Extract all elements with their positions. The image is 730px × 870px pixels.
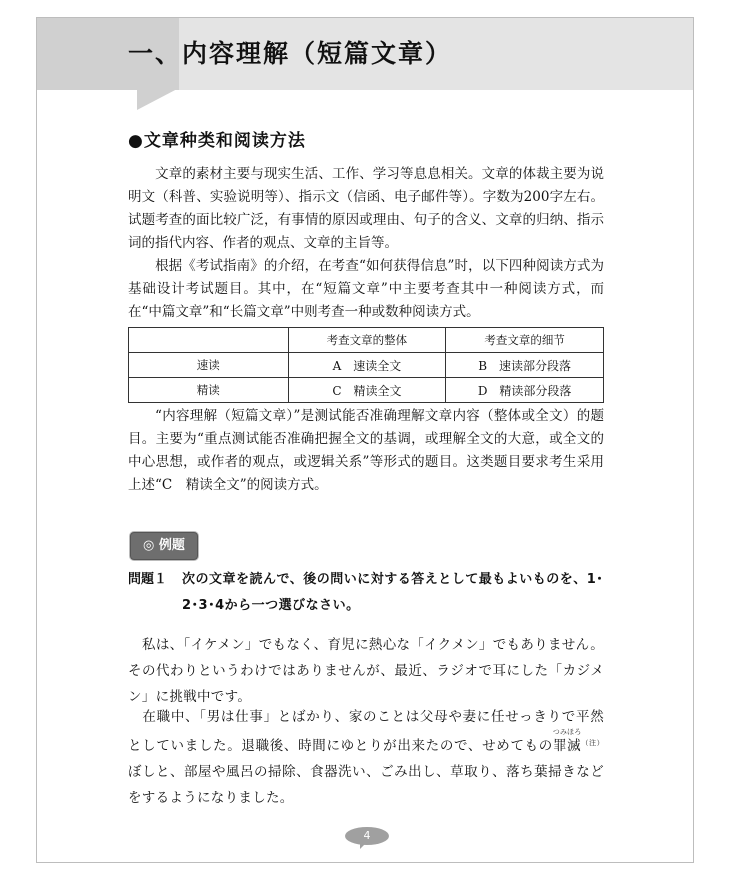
paragraph-3: “内容理解（短篇文章）”是测试能否准确理解文章内容（整体或全文）的题目。主要为“重点测试能否准确把握全文的基调，或理解全文的大意，或全文的中心思想，或作者的观点，或逻辑关系”等形式的题目。这类题目要求考生采用上述“C 精读全文”的阅读方式。: [128, 408, 604, 493]
table-header-row: [129, 328, 604, 353]
ruby-word: ほろ 滅: [566, 728, 582, 754]
japanese-paragraph-2: 在職中、「男は仕事」とばかり、家のことは父母や妻に任せっきりで平然としていました。退職後、時間にゆとりが出来たので、せめてもの つみ 罪 ほろ 滅$^{(注)}$ぼしと、部屋や風呂の掃除、食器洗い、ごみ出し、草取り、落ち葉掃きなどをするようになりました。: [128, 709, 604, 806]
question-text: 次の文章を読んで、後の問いに対する答えとして最もよいものを、1･2･3･4から一つ選びなさい。: [182, 572, 604, 613]
table-header-cell: 考查文章的细节: [446, 328, 604, 353]
circle-icon: ◎: [143, 538, 155, 553]
page-number-tail: [360, 843, 366, 849]
table-row-label: 精读: [129, 378, 289, 403]
bullet-icon: ●: [128, 131, 144, 151]
table-header-cell: [129, 328, 289, 353]
table-row: [129, 353, 604, 378]
paragraph-1: 文章的素材主要与现实生活、工作、学习等息息相关。文章的体裁主要为说明文（科普、实验说明等）、指示文（信函、电子邮件等）。字数为200字左右。试题考查的面比较广泛，有事情的原因或理由、句子的含义、文章的归纳、指示词的指代内容、作者的观点、文章的主旨等。: [128, 166, 604, 251]
table-cell: D 精读部分段落: [446, 378, 604, 403]
page-number: 4: [345, 827, 389, 845]
paragraph-2: 根据《考试指南》的介绍，在考查“如何获得信息”时，以下四种阅读方式为基础设计考试题目。其中，在“短篇文章”中主要考查其中一种阅读方式，而在“中篇文章”和“长篇文章”中则考查一种或数种阅读方式。: [128, 258, 604, 320]
ruby-word: つみ 罪: [552, 728, 568, 754]
table-cell: B 速读部分段落: [446, 353, 604, 378]
table-row-label: 速读: [129, 353, 289, 378]
chapter-title: 一、内容理解（短篇文章）: [128, 39, 453, 68]
example-label: 例题: [158, 538, 185, 553]
question-label: 問題１: [128, 572, 168, 587]
note-mark: （注）: [581, 739, 604, 747]
section-title-text: 文章种类和阅读方法: [143, 131, 306, 151]
table-cell: A 速读全文: [288, 353, 446, 378]
reading-method-table: [128, 327, 604, 403]
section-title: [128, 128, 306, 154]
header-tab-tail: [137, 88, 179, 110]
table-row: [129, 378, 604, 403]
table-header-cell: 考查文章的整体: [288, 328, 446, 353]
example-badge: [130, 532, 198, 560]
japanese-paragraph-1: 私は、「イケメン」でもなく、育児に熱心な「イクメン」でもありません。その代わりというわけではありませんが、最近、ラジオで耳にした「カジメン」に挑戦中です。: [128, 637, 604, 705]
table-cell: C 精读全文: [288, 378, 446, 403]
